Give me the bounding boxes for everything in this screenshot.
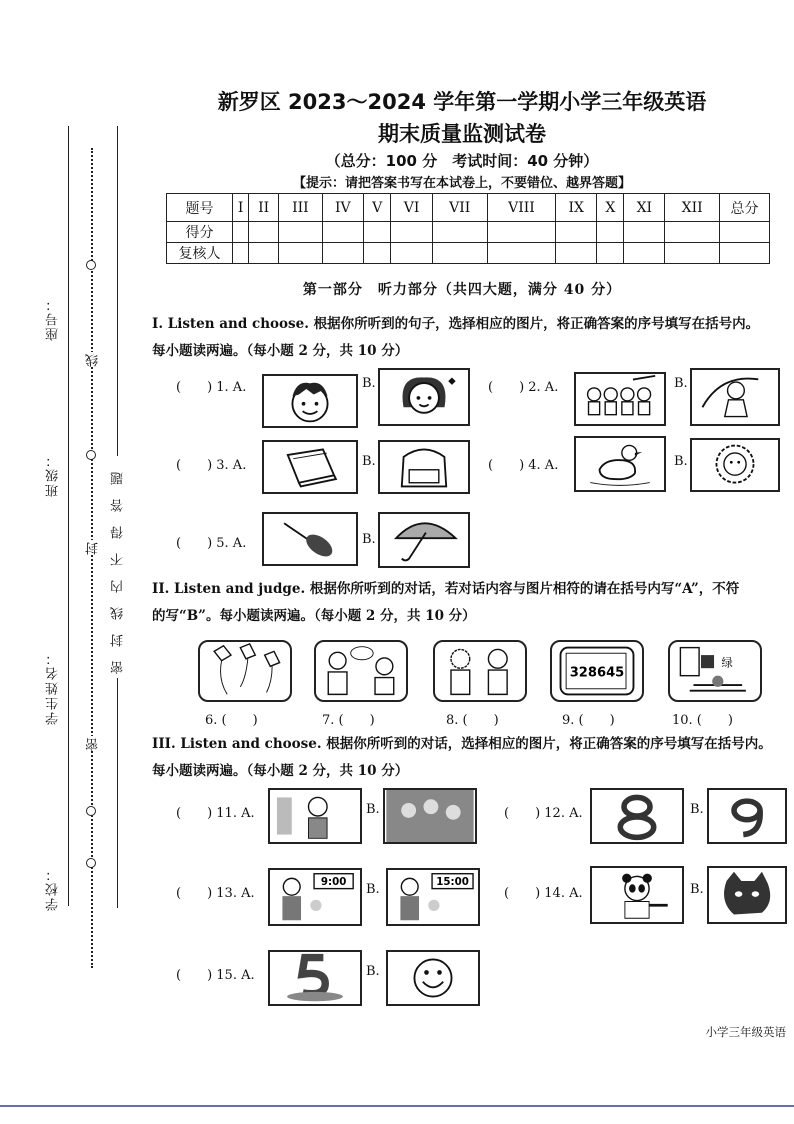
q1-q2-option-a-children-image[interactable] bbox=[574, 372, 666, 426]
q13-option-a-time-image[interactable] bbox=[268, 868, 362, 926]
section-ii-line2: 的写“B”。每小题读两遍。（每小题 2 分，共 10 分） bbox=[152, 608, 476, 624]
q15-option-b-smiley-image[interactable] bbox=[386, 950, 480, 1006]
column-header: III bbox=[279, 194, 323, 222]
score-cell[interactable] bbox=[624, 222, 665, 243]
q6-answer-blank[interactable]: 6. ( ) bbox=[205, 713, 258, 728]
exam-title: 新罗区 2023～2024 学年第一学期小学三年级英语 bbox=[217, 90, 707, 114]
margin-inner-line-top bbox=[117, 126, 118, 456]
q7-answer-blank[interactable]: 7. ( ) bbox=[322, 713, 375, 728]
margin-inner-line-bottom bbox=[117, 678, 118, 908]
reviewer-cell[interactable] bbox=[432, 243, 487, 264]
column-header: V bbox=[363, 194, 391, 222]
option-b-label: B. bbox=[362, 454, 376, 469]
score-cell[interactable] bbox=[363, 222, 391, 243]
reviewer-cell[interactable] bbox=[233, 243, 249, 264]
section-iii-line2: 每小题读两遍。（每小题 2 分，共 10 分） bbox=[152, 763, 409, 779]
option-b-label: B. bbox=[674, 454, 688, 469]
q14-option-b-cat-image[interactable] bbox=[707, 866, 787, 924]
section-i-line1: I. Listen and choose. 根据你所听到的句子，选择相应的图片，将正确答案的序号填写在括号内。 bbox=[152, 316, 760, 332]
q1-option-b-girl-image[interactable] bbox=[378, 368, 470, 426]
section-i-instructions bbox=[152, 311, 792, 365]
score-and-time: （总分：100 分 考试时间：40 分钟） bbox=[325, 152, 599, 170]
student-name-label: 学生姓名： bbox=[46, 650, 61, 725]
column-header: I bbox=[233, 194, 249, 222]
q12-option-a-number-8-image[interactable] bbox=[590, 788, 684, 844]
question-1-label: ( ) 1. A. bbox=[176, 380, 247, 395]
line-char: 线 bbox=[86, 352, 101, 367]
column-header: 总分 bbox=[720, 194, 770, 222]
seal-dotted-line bbox=[91, 148, 93, 968]
q8-grandparents-image[interactable] bbox=[433, 640, 527, 702]
q1-q5-option-a-violin-image[interactable] bbox=[262, 512, 358, 566]
reviewer-cell[interactable] bbox=[363, 243, 391, 264]
section-i-line2: 每小题读两遍。（每小题 2 分，共 10 分） bbox=[152, 343, 409, 359]
q8-answer-blank[interactable]: 8. ( ) bbox=[446, 713, 499, 728]
column-header: IX bbox=[556, 194, 597, 222]
score-cell[interactable] bbox=[322, 222, 363, 243]
reviewer-cell[interactable] bbox=[597, 243, 624, 264]
part-one-title: 第一部分 听力部分（共四大题，满分 40 分） bbox=[302, 282, 622, 298]
q1-q4-option-a-duck-image[interactable] bbox=[574, 436, 666, 492]
score-cell[interactable] bbox=[720, 222, 770, 243]
seal-circle bbox=[86, 260, 96, 270]
column-header: XI bbox=[624, 194, 665, 222]
q11-option-b-animals-image[interactable] bbox=[383, 788, 477, 844]
q10-traffic-light-image[interactable] bbox=[668, 640, 762, 702]
q1-q3-option-b-schoolbag-image[interactable] bbox=[378, 440, 470, 494]
question-2-label: ( ) 2. A. bbox=[488, 380, 559, 395]
clock-time-a: 9:00 bbox=[320, 875, 347, 888]
q11-option-a-girl-image[interactable] bbox=[268, 788, 362, 844]
section-ii-line1: II. Listen and judge. 根据你所听到的对话，若对话内容与图片相符的请在括号内写“A”，不符 bbox=[152, 581, 740, 597]
row-label: 题号 bbox=[167, 194, 233, 222]
section-iii-instructions bbox=[152, 731, 792, 785]
option-b-label: B. bbox=[362, 532, 376, 547]
option-b-label: B. bbox=[690, 882, 704, 897]
score-table bbox=[166, 193, 770, 264]
q14-option-a-panda-image[interactable] bbox=[590, 866, 684, 924]
no-answer-warning: 密封线内不得答题 bbox=[111, 458, 126, 674]
seat-label: 座号： bbox=[46, 296, 61, 341]
column-header: IV bbox=[322, 194, 363, 222]
score-cell[interactable] bbox=[487, 222, 556, 243]
seal-char: 封 bbox=[86, 540, 101, 555]
margin-outer-line bbox=[68, 126, 69, 906]
reviewer-cell[interactable] bbox=[487, 243, 556, 264]
question-5-label: ( ) 5. A. bbox=[176, 536, 247, 551]
reviewer-cell[interactable] bbox=[720, 243, 770, 264]
reviewer-cell[interactable] bbox=[279, 243, 323, 264]
score-cell[interactable] bbox=[432, 222, 487, 243]
q1-q3-option-a-book-image[interactable] bbox=[262, 440, 358, 494]
option-b-label: B. bbox=[362, 376, 376, 391]
column-header: II bbox=[249, 194, 279, 222]
q1-q2-option-b-dancer-image[interactable] bbox=[690, 368, 780, 426]
question-14-label: ( ) 14. A. bbox=[504, 886, 583, 901]
question-11-label: ( ) 11. A. bbox=[176, 806, 255, 821]
score-cell[interactable] bbox=[391, 222, 432, 243]
table-row bbox=[167, 222, 770, 243]
reviewer-cell[interactable] bbox=[391, 243, 432, 264]
q15-option-a-number-5-image[interactable] bbox=[268, 950, 362, 1006]
q1-option-a-boy-image[interactable] bbox=[262, 374, 358, 428]
reviewer-cell[interactable] bbox=[249, 243, 279, 264]
column-header: X bbox=[597, 194, 624, 222]
seal-circle bbox=[86, 806, 96, 816]
q6-kites-image[interactable] bbox=[198, 640, 292, 702]
page-bottom-rule bbox=[0, 1105, 794, 1107]
reviewer-cell[interactable] bbox=[665, 243, 720, 264]
mi-char: 密 bbox=[86, 736, 101, 751]
q7-talking-people-image[interactable] bbox=[314, 640, 408, 702]
row-label: 复核人 bbox=[167, 243, 233, 264]
option-b-label: B. bbox=[674, 376, 688, 391]
q9-answer-blank[interactable]: 9. ( ) bbox=[562, 713, 615, 728]
option-b-label: B. bbox=[366, 882, 380, 897]
question-3-label: ( ) 3. A. bbox=[176, 458, 247, 473]
row-label: 得分 bbox=[167, 222, 233, 243]
score-cell[interactable] bbox=[665, 222, 720, 243]
green-light-char: 绿 bbox=[721, 656, 733, 670]
q9-phone-image[interactable] bbox=[550, 640, 644, 702]
table-row bbox=[167, 194, 770, 222]
seal-circle bbox=[86, 858, 96, 868]
question-13-label: ( ) 13. A. bbox=[176, 886, 255, 901]
q10-answer-blank[interactable]: 10. ( ) bbox=[672, 713, 733, 728]
column-header: VII bbox=[432, 194, 487, 222]
exam-subtitle: 期末质量监测试卷 bbox=[378, 122, 546, 146]
seal-circle bbox=[86, 450, 96, 460]
q1-q4-option-b-lion-image[interactable] bbox=[690, 438, 780, 492]
school-label: 学校： bbox=[46, 866, 61, 911]
q1-q5-option-b-umbrella-image[interactable] bbox=[378, 512, 470, 568]
column-header: XII bbox=[665, 194, 720, 222]
option-b-label: B. bbox=[690, 802, 704, 817]
score-cell[interactable] bbox=[597, 222, 624, 243]
page-footer: 小学三年级英语 bbox=[705, 1025, 786, 1039]
column-header: VIII bbox=[487, 194, 556, 222]
class-label: 班级： bbox=[46, 452, 61, 497]
reviewer-cell[interactable] bbox=[624, 243, 665, 264]
option-b-label: B. bbox=[366, 964, 380, 979]
q13-option-b-time-image[interactable] bbox=[386, 868, 480, 926]
question-4-label: ( ) 4. A. bbox=[488, 458, 559, 473]
phone-number: 328645 bbox=[569, 665, 625, 681]
reviewer-cell[interactable] bbox=[556, 243, 597, 264]
clock-time-b: 15:00 bbox=[436, 875, 469, 888]
table-row bbox=[167, 243, 770, 264]
section-ii-instructions bbox=[152, 576, 792, 630]
reviewer-cell[interactable] bbox=[322, 243, 363, 264]
column-header: VI bbox=[391, 194, 432, 222]
answer-notice: 【提示：请把答案书写在本试卷上，不要错位、越界答题】 bbox=[292, 176, 631, 191]
score-cell[interactable] bbox=[279, 222, 323, 243]
question-12-label: ( ) 12. A. bbox=[504, 806, 583, 821]
option-b-label: B. bbox=[366, 802, 380, 817]
binding-margin bbox=[0, 0, 130, 1124]
score-cell[interactable] bbox=[556, 222, 597, 243]
score-cell[interactable] bbox=[249, 222, 279, 243]
question-15-label: ( ) 15. A. bbox=[176, 968, 255, 983]
q12-option-b-number-9-image[interactable] bbox=[707, 788, 787, 844]
score-cell[interactable] bbox=[233, 222, 249, 243]
section-iii-line1: III. Listen and choose. 根据你所听到的对话，选择相应的图片，将正确答案的序号填写在括号内。 bbox=[152, 736, 772, 752]
